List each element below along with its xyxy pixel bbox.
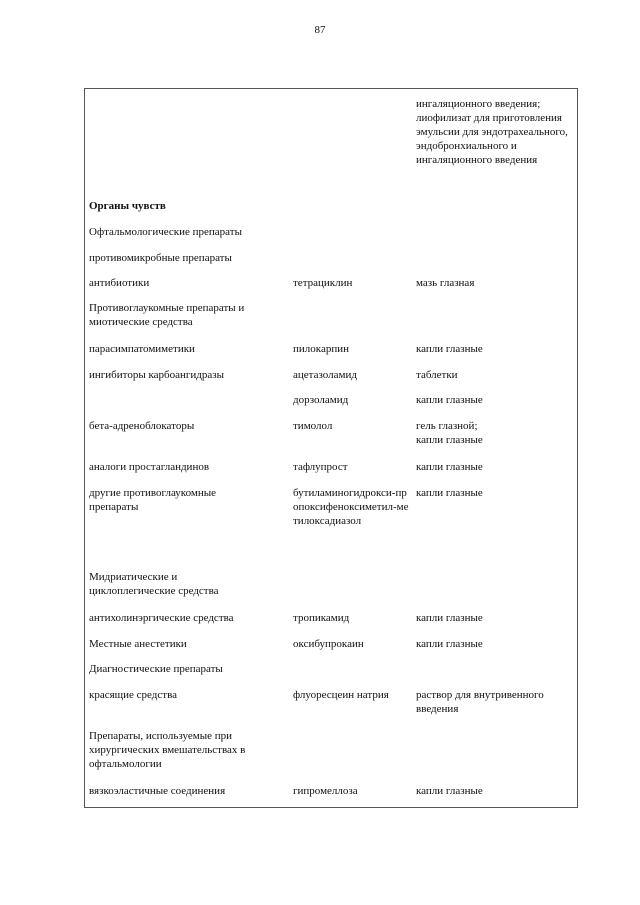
group-name: другие противоглаукомные препараты [89,487,216,513]
group-name: бета-адреноблокаторы [89,420,195,432]
dosage-form: таблетки [416,369,458,381]
group-name: Препараты, используемые при хирургических вмешательствах в офтальмологии [89,730,246,770]
dosage-form: капли глазные [416,394,483,406]
group-name: аналоги простагландинов [89,461,210,473]
group-name: ингибиторы карбоангидразы [89,369,224,381]
page-number: 87 [314,24,326,36]
drug-name: пилокарпин [293,343,349,355]
drug-name: оксибупрокаин [293,638,364,650]
dosage-form: капли глазные [416,461,483,473]
drug-name: бутиламиногидрокси-пропоксифеноксиметил-метилоксадиазол [293,487,409,527]
group-name: Противоглаукомные препараты и миотические средства [89,302,245,328]
drug-table [84,88,578,808]
dosage-form: мазь глазная [416,277,475,289]
drug-name: тимолол [293,420,333,432]
dosage-form: гель глазной; капли глазные [416,420,483,446]
drug-name: дорзоламид [293,394,349,406]
group-name: Диагностические препараты [89,663,223,675]
group-name: Мидриатические и циклоплегические средства [89,571,219,597]
group-name: антибиотики [89,277,150,289]
dosage-form: капли глазные [416,638,483,650]
dosage-form: капли глазные [416,487,483,499]
group-name: противомикробные препараты [89,252,232,264]
dosage-form: капли глазные [416,612,483,624]
drug-name: флуоресцеин натрия [293,689,389,701]
group-name: Местные анестетики [89,638,187,650]
group-name: вязкоэластичные соединения [89,785,226,797]
dosage-form: капли глазные [416,785,483,797]
group-name: Офтальмологические препараты [89,226,242,238]
dosage-form: капли глазные [416,343,483,355]
drug-name: гипромеллоза [293,785,358,797]
continuation-cell: ингаляционного введения; лиофилизат для приготовления эмульсии для эндотрахеального, эндобронхиального и ингаляционного введения [416,98,568,166]
dosage-form: раствор для внутривенного введения [416,689,544,715]
drug-name: тетрациклин [293,277,353,289]
drug-name: тропикамид [293,612,350,624]
drug-name: ацетазоламид [293,369,357,381]
group-name: красящие средства [89,689,177,701]
group-name: парасимпатомиметики [89,343,195,355]
drug-name: тафлупрост [293,461,348,473]
group-name: антихолинэргические средства [89,612,234,624]
section-heading: Органы чувств [89,200,166,212]
